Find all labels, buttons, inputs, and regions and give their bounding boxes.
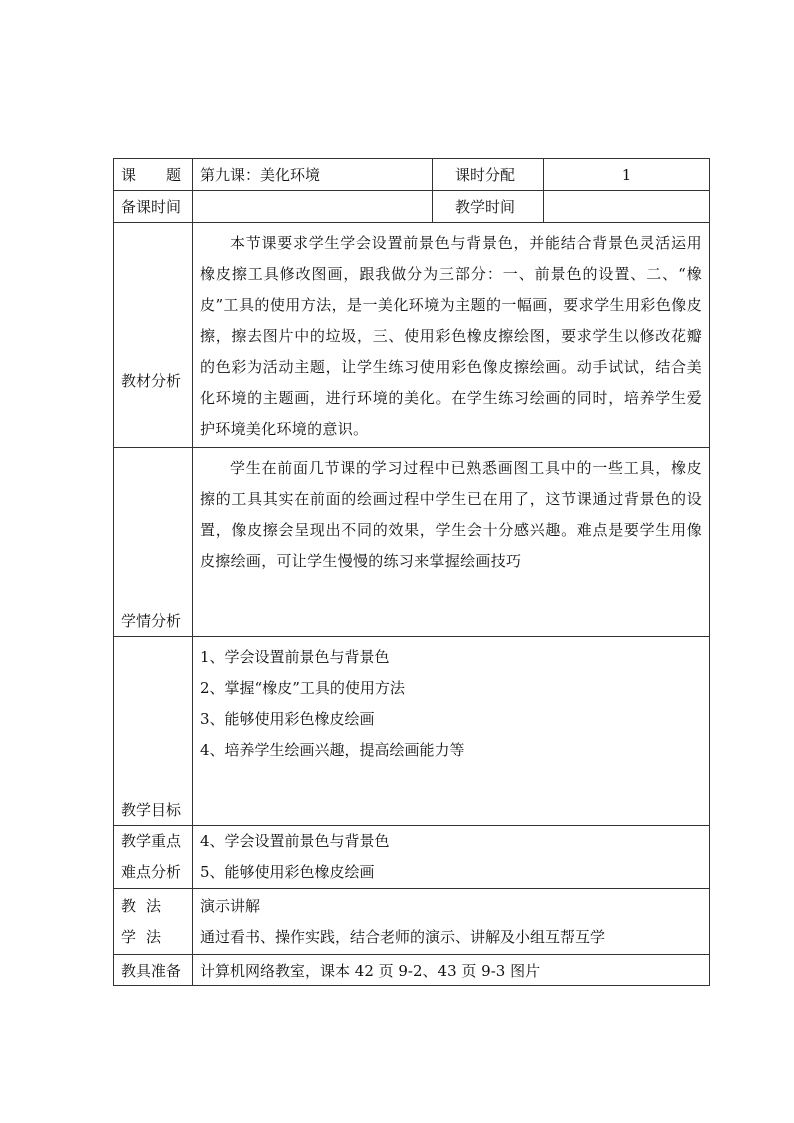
topic-label: 课 题: [121, 166, 182, 184]
students-row: [114, 448, 710, 637]
equipment-row: [114, 955, 710, 986]
teach-method-value: 演示讲解: [200, 896, 261, 915]
topic-value-cell: [193, 159, 433, 191]
material-label: 教材分析: [121, 371, 182, 390]
students-label: 学情分析: [121, 612, 182, 630]
methods-label-cell: [114, 889, 193, 955]
equipment-label-cell: [114, 955, 193, 986]
learn-method-value: 通过看书、操作实践，结合老师的演示、讲解及小组互帮互学: [200, 927, 606, 946]
key-points-cell: [193, 826, 710, 889]
equipment-label: 教具准备: [121, 961, 182, 980]
equipment-cell: [193, 955, 710, 986]
goals-label: 教学目标: [121, 801, 182, 819]
students-label-cell: [114, 448, 193, 637]
material-row: [114, 223, 710, 448]
topic-label-cell: [114, 159, 193, 191]
goals-row: [114, 637, 710, 826]
teach-method-label: 教法: [121, 896, 172, 915]
key-points-row: [114, 826, 710, 889]
students-text: 学生在前面几节课的学习过程中已熟悉画图工具中的一些工具，橡皮擦的工具其实在前面的绘画过程中学生已在用了，这节课通过背景色的设置，像皮擦会呈现出不同的效果，学生会十分感兴趣。难点是要学生用像皮擦绘画，可让学生慢慢的练习来掌握绘画技巧: [200, 459, 702, 570]
periods-value: 1: [621, 165, 632, 184]
prep-time-label-cell: [114, 191, 193, 223]
methods-cell: [193, 889, 710, 955]
key-point-item: 5、能够使用彩色橡皮绘画: [200, 863, 375, 881]
key-point-item: 4、学会设置前景色与背景色: [200, 832, 390, 850]
key-points-label: 教学重点: [121, 832, 182, 850]
periods-label-cell: [433, 159, 544, 191]
goals-label-cell: [114, 637, 193, 826]
difficulty-label: 难点分析: [121, 863, 182, 881]
goal-item: 4、培养学生绘画兴趣，提高绘画能力等: [200, 741, 465, 759]
learn-method-label: 学法: [121, 927, 172, 946]
periods-label: 课时分配: [455, 166, 516, 184]
goal-item: 1、学会设置前景色与背景色: [200, 648, 390, 666]
prep-time-label: 备课时间: [121, 198, 182, 216]
goals-list-cell: [193, 637, 710, 826]
equipment-value: 计算机网络教室，课本 42 页 9-2、43 页 9-3 图片: [200, 961, 541, 980]
goal-item: 2、掌握“橡皮”工具的使用方法: [200, 679, 405, 697]
material-text-cell: [193, 223, 710, 448]
methods-row: [114, 889, 710, 955]
students-text-cell: [193, 448, 710, 637]
time-row: [114, 191, 710, 223]
teach-time-value-cell: [544, 191, 710, 223]
key-points-label-cell: [114, 826, 193, 889]
teach-time-label-cell: [433, 191, 544, 223]
lesson-plan-table: [113, 158, 710, 986]
prep-time-value-cell: [193, 191, 433, 223]
teach-time-label: 教学时间: [455, 198, 516, 216]
goal-item: 3、能够使用彩色橡皮绘画: [200, 710, 375, 728]
periods-value-cell: [544, 159, 710, 191]
material-text: 本节课要求学生学会设置前景色与背景色，并能结合背景色灵活运用橡皮擦工具修改图画，跟我做分为三部分：一、前景色的设置、二、“橡皮”工具的使用方法，是一美化环境为主题的一幅画，要求学生用彩色像皮擦，擦去图片中的垃圾，三、使用彩色橡皮擦绘图，要求学生以修改花瓣的色彩为活动主题，让学生练习使用彩色像皮擦绘画。动手试试，结合美化环境的主题画，进行环境的美化。在学生练习绘画的同时，培养学生爱护环境美化环境的意识。: [200, 234, 702, 438]
material-label-cell: [114, 223, 193, 448]
topic-value: 第九课：美化环境: [200, 166, 321, 184]
topic-row: [114, 159, 710, 191]
